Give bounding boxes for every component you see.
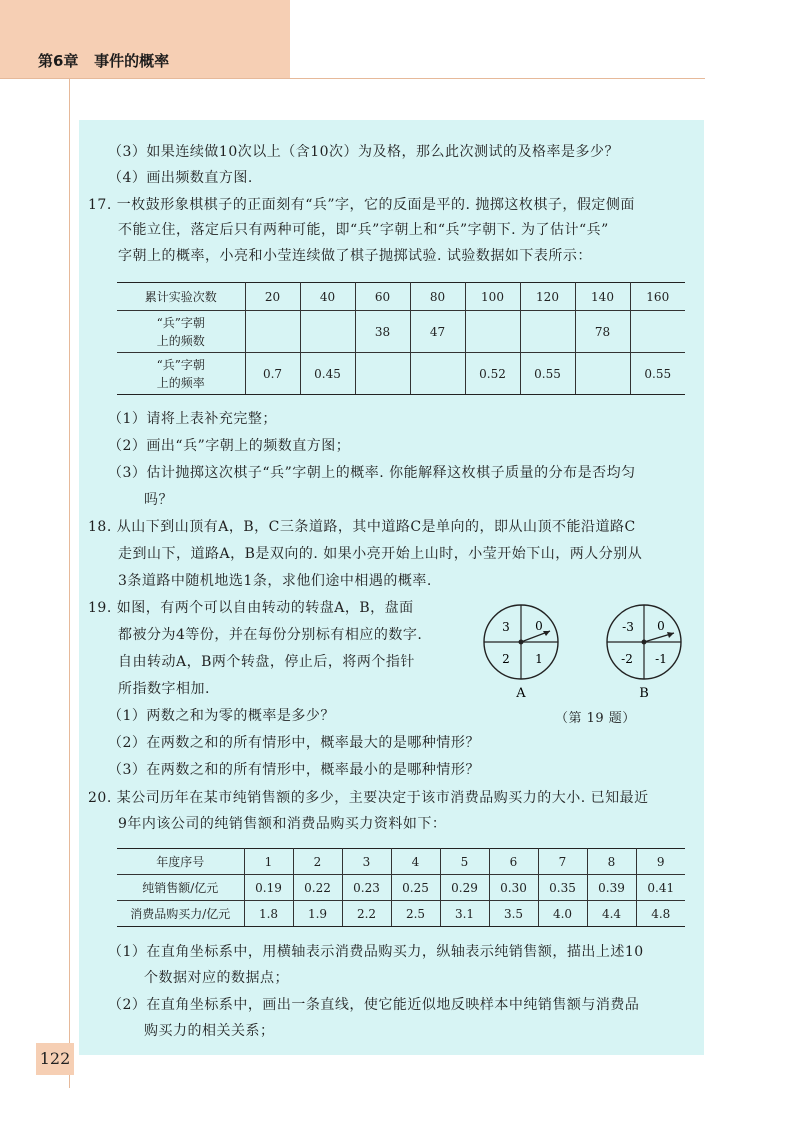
table1-cell: 78 <box>575 311 630 353</box>
table2-cell: 0.19 <box>244 875 293 901</box>
table2-cell: 3.1 <box>440 901 489 927</box>
table2-cell: 5 <box>440 849 489 875</box>
page-number: 122 <box>39 1049 71 1068</box>
table2-row-label: 年度序号 <box>117 849 244 875</box>
arrow-icon <box>667 632 674 638</box>
table2-row-label: 纯销售额/亿元 <box>117 875 244 901</box>
p18-text-1: 18. 从山下到山顶有A，B，C三条道路，其中道路C是单向的，即从山顶不能沿道路C <box>88 519 636 535</box>
table2-row-purchasing-power <box>117 901 685 927</box>
table2-row-year <box>117 849 685 875</box>
chapter-title <box>38 50 169 71</box>
table2-cell: 0.22 <box>293 875 342 901</box>
table2-cell: 1 <box>244 849 293 875</box>
p16-q3: （3）如果连续做10次以上（含10次）为及格，那么此次测试的及格率是多少？ <box>108 144 620 160</box>
p19-q2: （2）在两数之和的所有情形中，概率最大的是哪种情形？ <box>108 735 480 751</box>
p20-text-1: 20. 某公司历年在某市纯销售额的多少，主要决定于该市消费品购买力的大小. 已知最近 <box>88 790 649 806</box>
table2-cell: 0.30 <box>489 875 538 901</box>
table2-cell: 4 <box>391 849 440 875</box>
table1-cell: 0.55 <box>630 353 685 395</box>
table2-cell: 2.5 <box>391 901 440 927</box>
spinner-a-label: A <box>516 686 526 700</box>
p19-q3: （3）在两数之和的所有情形中，概率最小的是哪种情形？ <box>108 762 480 778</box>
table2-cell: 0.35 <box>538 875 587 901</box>
table1-cell <box>355 353 410 395</box>
p20-q1-cont: 个数据对应的数据点； <box>144 970 289 986</box>
table2-cell: 0.23 <box>342 875 391 901</box>
table1-cell <box>630 311 685 353</box>
chapter-name: 事件的概率 <box>94 52 170 70</box>
spinner-a-number: 0 <box>535 619 543 633</box>
p17-text-3: 字朝上的概率，小亮和小莹连续做了棋子抛掷试验. 试验数据如下表所示： <box>118 248 592 264</box>
chapter-number: 第6章 <box>38 52 79 70</box>
p17-text-2: 不能立住，落定后只有两种可能，即“兵”字朝上和“兵”字朝下. 为了估计“兵” <box>118 222 609 238</box>
p17-text-1: 17. 一枚鼓形象棋棋子的正面刻有“兵”字，它的反面是平的. 抛掷这枚棋子，假定侧面 <box>88 197 635 213</box>
spinner-b-number: -3 <box>622 620 634 634</box>
table1-cell: 0.55 <box>520 353 575 395</box>
spinners-figure <box>470 600 700 700</box>
table1-cell: 140 <box>575 283 630 311</box>
table2-cell: 4.4 <box>587 901 636 927</box>
spinner-a <box>484 605 558 700</box>
table2-cell: 3.5 <box>489 901 538 927</box>
spinner-a-number: 2 <box>502 652 510 666</box>
table1-cell: 60 <box>355 283 410 311</box>
p19-text-3: 自由转动A，B两个转盘，停止后，将两个指针 <box>118 654 415 670</box>
spinner-b-number: -1 <box>655 652 667 666</box>
table1-cell: 80 <box>410 283 465 311</box>
spinner-b-label: B <box>639 686 649 700</box>
p17-q3: （3）估计抛掷这次棋子“兵”字朝上的概率. 你能解释这枚棋子质量的分布是否均匀 <box>108 465 636 481</box>
table1-cell: 0.7 <box>245 353 300 395</box>
table1-cell <box>245 311 300 353</box>
table2-row-label: 消费品购买力/亿元 <box>117 901 244 927</box>
table1-cell: 0.52 <box>465 353 520 395</box>
spinner-b <box>607 605 681 700</box>
table2-cell: 2 <box>293 849 342 875</box>
table2-cell: 4.0 <box>538 901 587 927</box>
p19-q1: （1）两数之和为零的概率是多少？ <box>108 708 335 724</box>
table1-cell <box>465 311 520 353</box>
table2-cell: 7 <box>538 849 587 875</box>
table1-cell: 40 <box>300 283 355 311</box>
spinner-a-number: 1 <box>535 652 543 666</box>
p17-q3-cont: 吗？ <box>144 492 173 508</box>
table1-cell: 47 <box>410 311 465 353</box>
table1-row-label: “兵”字朝 上的频数 <box>117 311 245 353</box>
table1-cell: 38 <box>355 311 410 353</box>
table2-cell: 0.41 <box>636 875 685 901</box>
table1-row-rate <box>117 353 685 395</box>
p19-text-1: 19. 如图，有两个可以自由转动的转盘A，B，盘面 <box>88 600 414 616</box>
table1-cell <box>410 353 465 395</box>
table1-cell: 0.45 <box>300 353 355 395</box>
table2-cell: 3 <box>342 849 391 875</box>
p16-q4: （4）画出频数直方图. <box>108 170 253 186</box>
table1-cell: 160 <box>630 283 685 311</box>
spinner-a-number: 3 <box>502 620 510 634</box>
table1-cell <box>300 311 355 353</box>
p19-text-2: 都被分为4等份，并在每份分别标有相应的数字. <box>118 627 423 643</box>
table1-cell: 20 <box>245 283 300 311</box>
spinner-b-number: 0 <box>657 619 665 633</box>
table2-cell: 4.8 <box>636 901 685 927</box>
p18-text-3: 3条道路中随机地选1条，求他们途中相遇的概率. <box>118 573 432 589</box>
table2-cell: 6 <box>489 849 538 875</box>
table2-cell: 1.9 <box>293 901 342 927</box>
figure-caption: （第 19 题） <box>555 711 636 726</box>
table2-cell: 2.2 <box>342 901 391 927</box>
table1-cell <box>575 353 630 395</box>
coin-toss-table <box>117 282 685 395</box>
table2-row-sales <box>117 875 685 901</box>
table2-cell: 8 <box>587 849 636 875</box>
p20-q2: （2）在直角坐标系中，画出一条直线，使它能近似地反映样本中纯销售额与消费品 <box>108 997 640 1013</box>
table2-cell: 0.39 <box>587 875 636 901</box>
table1-row-frequency <box>117 311 685 353</box>
p17-q2: （2）画出“兵”字朝上的频数直方图； <box>108 438 351 454</box>
p18-text-2: 走到山下，道路A，B是双向的. 如果小亮开始上山时，小莹开始下山，两人分别从 <box>118 546 643 562</box>
table1-row-trials <box>117 283 685 311</box>
table1-cell <box>520 311 575 353</box>
table2-cell: 1.8 <box>244 901 293 927</box>
p20-q2-cont: 购买力的相关关系； <box>144 1023 275 1039</box>
p17-q1: （1）请将上表补充完整； <box>108 411 277 427</box>
p19-text-4: 所指数字相加. <box>118 681 210 697</box>
table2-cell: 0.29 <box>440 875 489 901</box>
table2-cell: 9 <box>636 849 685 875</box>
spinner-b-number: -2 <box>621 652 633 666</box>
table1-cell: 100 <box>465 283 520 311</box>
p20-text-2: 9年内该公司的纯销售额和消费品购买力资料如下： <box>118 816 447 832</box>
margin-divider <box>69 78 70 1088</box>
p20-q1: （1）在直角坐标系中，用横轴表示消费品购买力，纵轴表示纯销售额，描出上述10 <box>108 944 644 960</box>
sales-table <box>117 848 685 927</box>
table2-cell: 0.25 <box>391 875 440 901</box>
table1-cell: 120 <box>520 283 575 311</box>
table1-row-label: 累计实验次数 <box>117 283 245 311</box>
header-divider <box>0 78 705 79</box>
page-number-box <box>36 1043 74 1075</box>
table1-row-label: “兵”字朝 上的频率 <box>117 353 245 395</box>
